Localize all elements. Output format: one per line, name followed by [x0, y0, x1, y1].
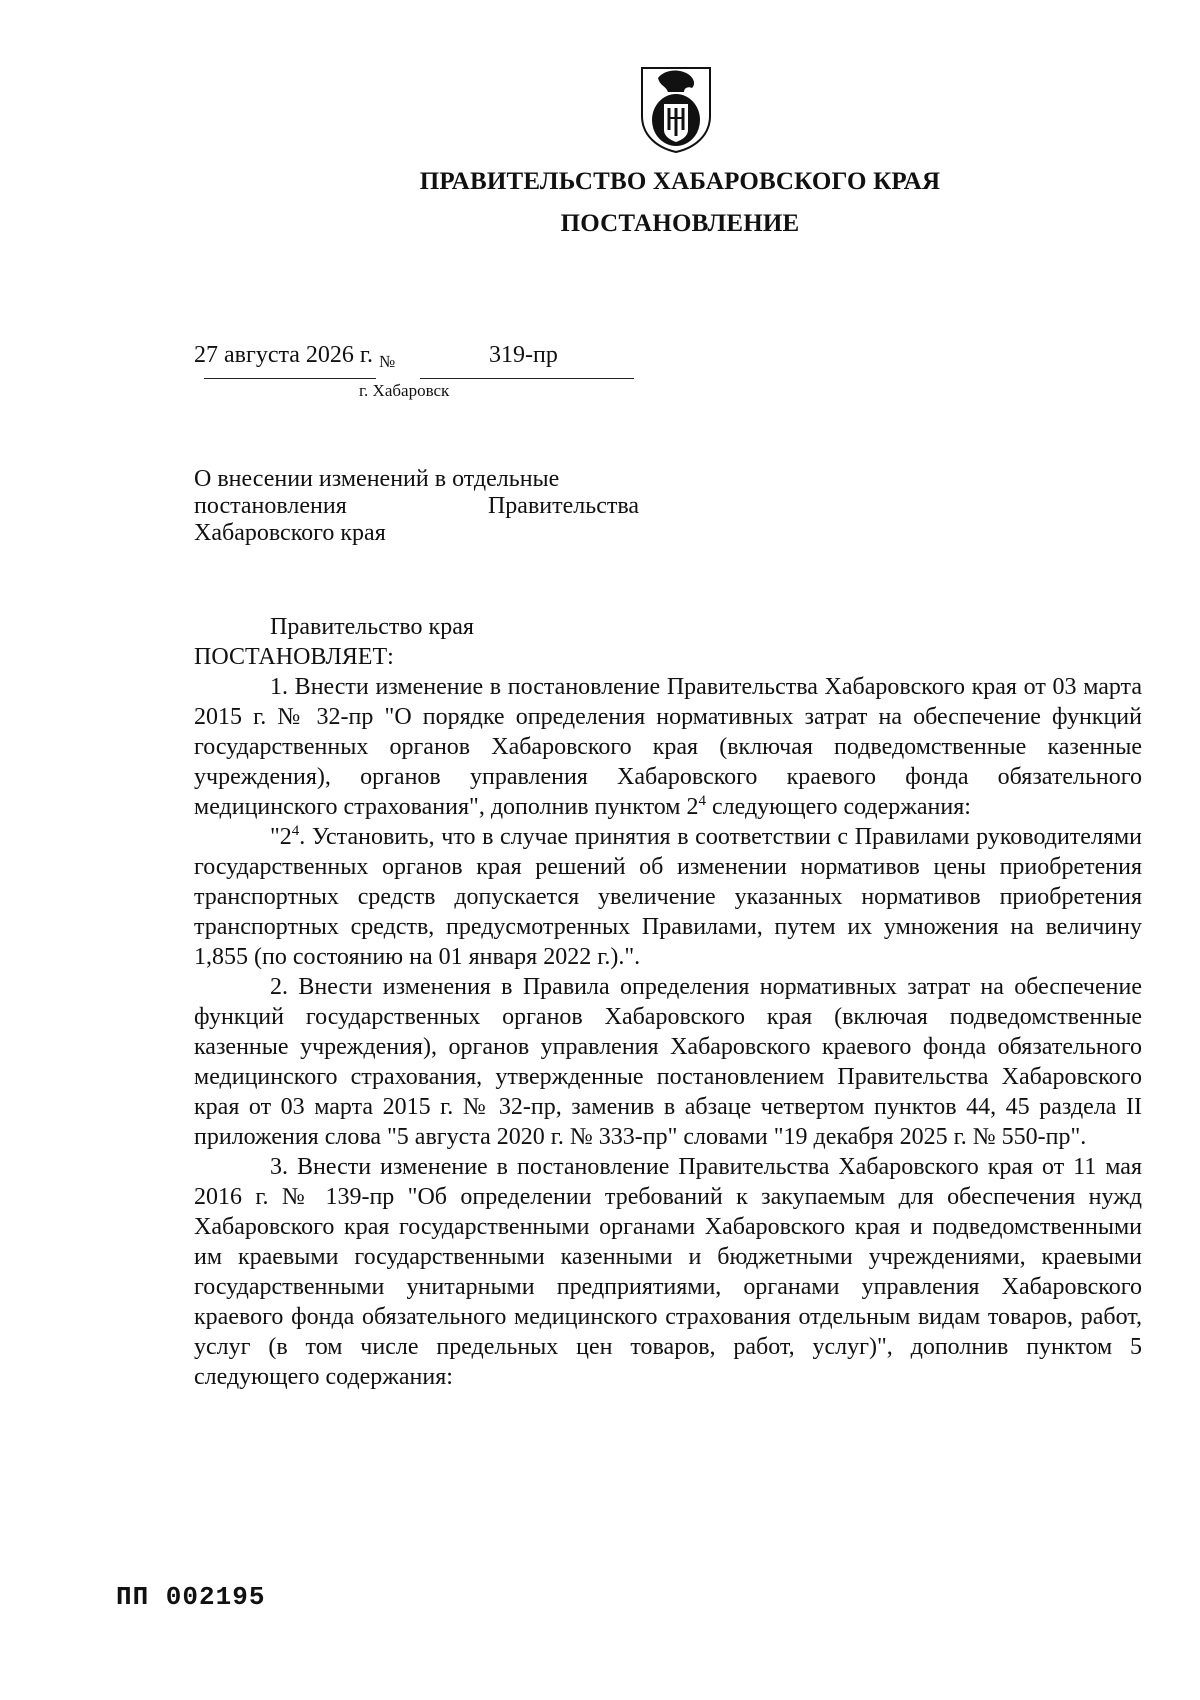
document-body: [194, 612, 1142, 1392]
form-code: ПП 002195: [116, 1582, 266, 1612]
government-name: ПРАВИТЕЛЬСТВО ХАБАРОВСКОГО КРАЯ: [419, 168, 941, 195]
superscript: 4: [291, 823, 300, 839]
number-underline: [420, 378, 634, 379]
document-type: ПОСТАНОВЛЕНИЕ: [560, 210, 800, 237]
date-underline: [204, 378, 376, 379]
paragraph-1-tail: следующего содержания:: [705, 794, 971, 820]
subject-word: Правительства: [487, 493, 639, 519]
subject-line: [194, 493, 639, 520]
number-sign: №: [379, 352, 396, 371]
document-date: 27 августа 2026 г.: [194, 342, 374, 368]
subject-line: О внесении изменений в отдельные: [194, 466, 560, 492]
document-subject: [194, 466, 639, 547]
document-number: 319-пр: [489, 342, 558, 368]
paragraph-1-quote: [194, 822, 1142, 972]
paragraph-1-text: 1. Внести изменение в постановление Правительства Хабаровского края от 03 марта 2015 г. № 32-пр "О порядке определения нормативных затрат на обеспечение функций государственных органов Хабаровского края (включая подведомственные казенные учреждения), органов управления Хабаровского краевого фонда обязательного медицинского страхования", дополнив пунктом 2: [194, 674, 1142, 820]
superscript: 4: [698, 793, 706, 809]
city-name: г. Хабаровск: [359, 381, 450, 400]
quote-open: "2: [270, 824, 292, 850]
subject-line: Хабаровского края: [194, 520, 386, 546]
intro-line: Правительство края: [270, 614, 474, 640]
decree-word: ПОСТАНОВЛЯЕТ:: [194, 644, 394, 670]
paragraph-1: [194, 672, 1142, 822]
paragraph-3: 3. Внести изменение в постановление Правительства Хабаровского края от 11 мая 2016 г. № 139-пр "Об определении требований к закупаемым для обеспечения нужд Хабаровского края государственными органами Хабаровского края и подведомственными им краевыми государственными казенными и бюджетными учреждениями, краевыми государственными унитарными предприятиями, органами управления Хабаровского краевого фонда обязательного медицинского страхования отдельным видам товаров, работ, услуг (в том числе предельных цен товаров, работ, услуг)", дополнив пунктом 5 следующего содержания:: [194, 1154, 1142, 1390]
coat-of-arms-emblem: [638, 64, 714, 154]
paragraph-2: 2. Внести изменения в Правила определения нормативных затрат на обеспечение функций государственных органов Хабаровского края (включая подведомственные казенные учреждения), органов управления Хабаровского краевого фонда обязательного медицинского страхования, утвержденные постановлением Правительства Хабаровского края от 03 марта 2015 г. № 32-пр, заменив в абзаце четвертом пунктов 44, 45 раздела II приложения слова "5 августа 2020 г. № 333-пр" словами "19 декабря 2025 г. № 550-пр".: [194, 974, 1142, 1150]
subject-word: постановления: [194, 493, 347, 519]
quote-text: . Установить, что в случае принятия в соответствии с Правилами руководителями государственных органов края решений об изменении нормативов цены приобретения транспортных средств допускается увеличение указанных нормативов приобретения транспортных средств, предусмотренных Правилами, путем их умножения на величину 1,855 (по состоянию на 01 января 2022 г.).".: [194, 824, 1142, 970]
